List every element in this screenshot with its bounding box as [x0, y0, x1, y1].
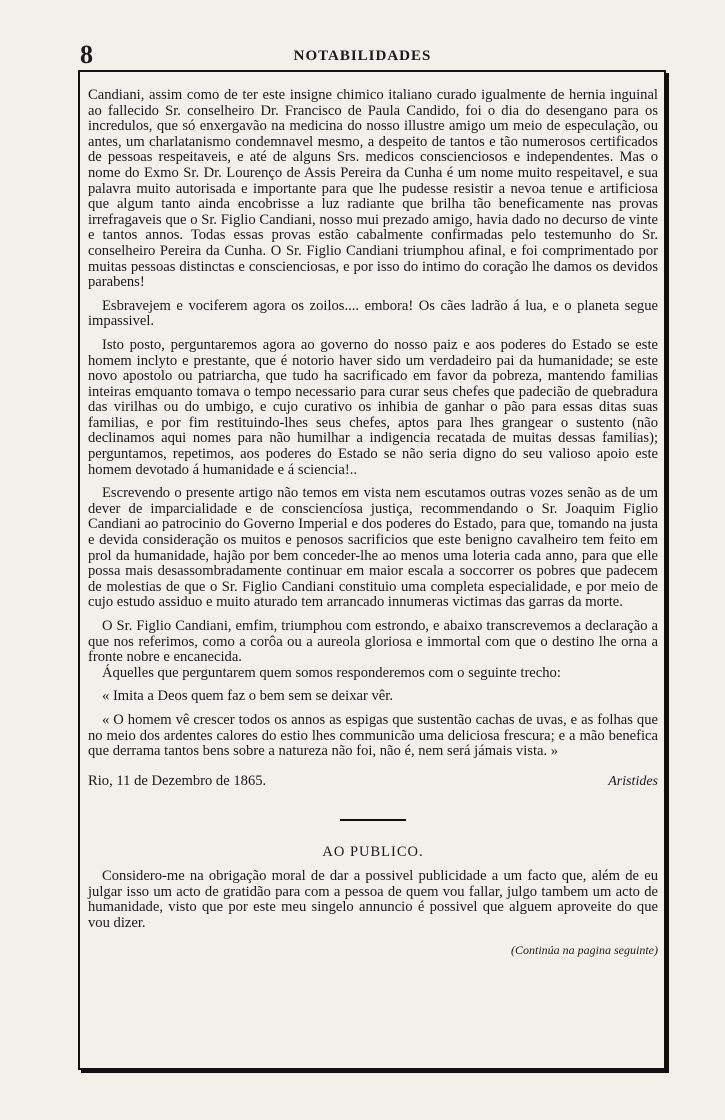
running-title: NOTABILIDADES: [293, 48, 432, 64]
signature-row: [88, 774, 658, 790]
quote-paragraph: « Imita a Deos quem faz o bem sem se deixar vêr.: [102, 688, 393, 705]
article-paragraph: O Sr. Figlio Candiani, emfim, triumphou com estrondo, e abaixo transcrevemos a declaração a que nos referimos, como a corôa ou a aureola gloriosa e immortal com que o destino lhe orna a fronte nobre e encanecida.: [88, 618, 658, 666]
section-divider: [340, 819, 406, 821]
article-paragraph: Áquelles que perguntarem quem somos responderemos com o seguinte trecho:: [102, 664, 561, 681]
article-paragraph: Esbravejem e vociferem agora os zoilos.... embora! Os cães ladrão á lua, e o planeta segue impassivel.: [88, 297, 658, 330]
quote-paragraph: « O homem vê crescer todos os annos as espigas que sustentão cachas de uvas, e as folhas que no meio dos ardentes calores do estio lhes communicão uma deliciosa frescura; e a mão benefica que derrama tantos bens sobre a natureza não foi, não é, nem será jámais vista. »: [88, 711, 658, 760]
article-paragraph: Isto posto, perguntaremos agora ao governo do nosso paiz e aos poderes do Estado se este homem inclyto e prestante, que é notorio haver sido um verdadeiro pai da humanidade; se este novo apostolo ou patriarcha, que tudo ha sacrificado em favor da pobreza, mantendo familias inteiras emquanto tomava o tempo necessario para curar seus chefes que padecião de quebradura das virilhas ou do umbigo, e cujo curativo os inhibia de ganhar o pão para essas ditas suas familias, e por fim restituindo-lhes seus chefes, aptos para lhes grangear o sustento (não declinamos aqui nomes para não humilhar a indigencia recatada de muitas dessas familias); perguntamos, repetimos, aos poderes do Estado se não seria digno do seu valioso apoio este homem devotado á humanidade e á sciencia!..: [88, 336, 658, 478]
article-paragraph: Candiani, assim como de ter este insigne chimico italiano curado igualmente de hernia inguinal ao fallecido Sr. conselheiro Dr. Francisco de Paula Candido, foi o dia do desengano para os incredulos, que só enxergavão na medicina do nosso illustre amigo um meio de especulação, ou antes, um charlatanismo condemnavel mesmo, a despeito de tantos e tão numerosos certificados de pessoas respeitaveis, e até de alguns Srs. medicos conscienciosos e independentes. Mas o nome do Exmo Sr. Dr. Lourenço de Assis Pereira da Cunha é um nome muito respeitavel, e sua palavra muito autorisada e importante para que lhe pudesse resistir a nevoa tenue e artificiosa que algum tanto ainda encobrisse a luz radiante que brilha tão beneficamente nas provas irrefragaveis que o Sr. Figlio Candiani, nosso mui prezado amigo, havia dado no decurso de vinte e tantos annos. Todas essas provas estão cabalmente confirmadas pelo testemunho do Sr. conselheiro Pereira da Cunha. O Sr. Figlio Candiani triumphou afinal, e foi comprimentado por muitas pessoas distinctas e conscienciosas, e por isso do intimo do coração lhe damos os devidos parabens!: [88, 87, 658, 291]
signature-name: Aristides: [608, 773, 658, 789]
signature-place-date: Rio, 11 de Dezembro de 1865.: [88, 772, 267, 789]
notice-title: AO PUBLICO.: [322, 844, 424, 861]
page-body: [88, 88, 658, 959]
notice: [88, 845, 658, 959]
article-paragraph: Escrevendo o presente artigo não temos em vista nem escutamos outras vozes senão as de um dever de imparcialidade e de consciencíosa justiça, recommendando o Sr. Joaquim Figlio Candiani ao patrocinio do Governo Imperial e dos poderes do Estado, para que, tomando na justa e devida consideração os muitos e penosos sacrificios que este benigno cavalheiro tem feito em prol da humanidade, hajão por bem conceder-lhe ao menos uma loteria cada anno, para que elle possa mais desassombradamente continuar em maior escala a soccorrer os pobres que padecem de molestias de que o Sr. Figlio Candiani constituio uma completa especialidade, e por meio de cujo estudo assiduo e muito aturado tem arrancado innumeras victimas das garras da morte.: [88, 485, 658, 611]
continuation-note: (Continúa na pagina seguinte): [511, 943, 658, 958]
notice-paragraph: Considero-me na obrigação moral de dar a possivel publicidade a um facto que, além de eu julgar isso um acto de gratidão para com a pessoa de quem vou fallar, julgo tambem um acto de humanidade, visto que por este meu singelo annuncio é possivel que alguem aproveite do que vou dizer.: [88, 867, 658, 931]
page-number: 8: [80, 40, 93, 69]
article: [88, 88, 658, 789]
